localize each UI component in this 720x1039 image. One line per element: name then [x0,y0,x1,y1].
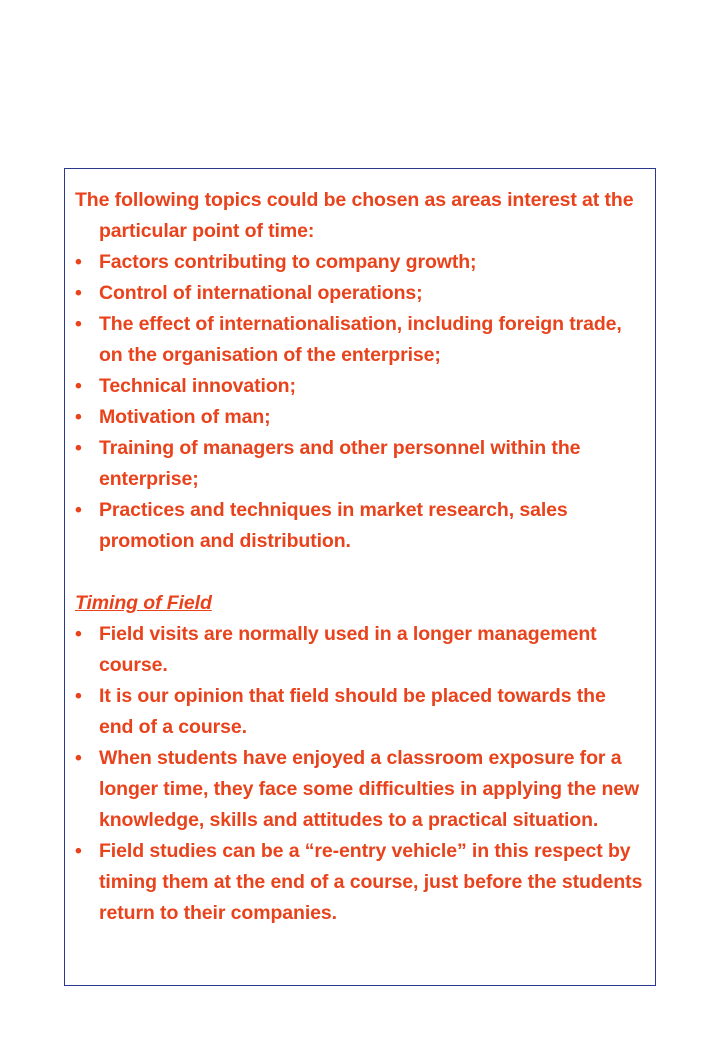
bullet-icon: • [75,685,82,707]
topic-item [75,278,645,309]
slide-text-box [64,168,656,986]
topic-text: Training of managers and other personnel within the enterprise; [99,437,581,490]
timing-item [75,619,645,681]
timing-item [75,836,645,929]
timing-text: Field visits are normally used in a longer management course. [99,623,597,676]
bullet-icon: • [75,251,82,273]
topic-item [75,309,645,371]
topic-item [75,433,645,495]
topic-text: Motivation of man; [99,406,271,428]
timing-text: When students have enjoyed a classroom exposure for a longer time, they face some difficulties in applying the new knowledge, skills and attitudes to a practical situation. [99,747,640,831]
topic-item [75,371,645,402]
bullet-icon: • [75,313,82,335]
topic-item [75,402,645,433]
timing-text: It is our opinion that field should be placed towards the end of a course. [99,685,606,738]
timing-list [75,619,645,929]
topics-list [75,247,645,557]
topic-text: Control of international operations; [99,282,423,304]
bullet-icon: • [75,499,82,521]
topic-text: Practices and techniques in market research, sales promotion and distribution. [99,499,568,552]
bullet-icon: • [75,747,82,769]
topic-item [75,495,645,557]
timing-item [75,743,645,836]
timing-text: Field studies can be a “re-entry vehicle” in this respect by timing them at the end of a course, just before the students return to their companies. [99,840,643,924]
topic-text: Factors contributing to company growth; [99,251,477,273]
bullet-icon: • [75,840,82,862]
topic-item [75,247,645,278]
intro-paragraph: The following topics could be chosen as areas interest at the particular point of time: [75,189,634,242]
bullet-icon: • [75,437,82,459]
section-heading-timing: Timing of Field [75,592,212,614]
bullet-icon: • [75,282,82,304]
spacer [75,557,645,588]
bullet-icon: • [75,375,82,397]
bullet-icon: • [75,406,82,428]
topic-text: The effect of internationalisation, including foreign trade, on the organisation of the enterprise; [99,313,622,366]
timing-item [75,681,645,743]
bullet-icon: • [75,623,82,645]
topic-text: Technical innovation; [99,375,296,397]
